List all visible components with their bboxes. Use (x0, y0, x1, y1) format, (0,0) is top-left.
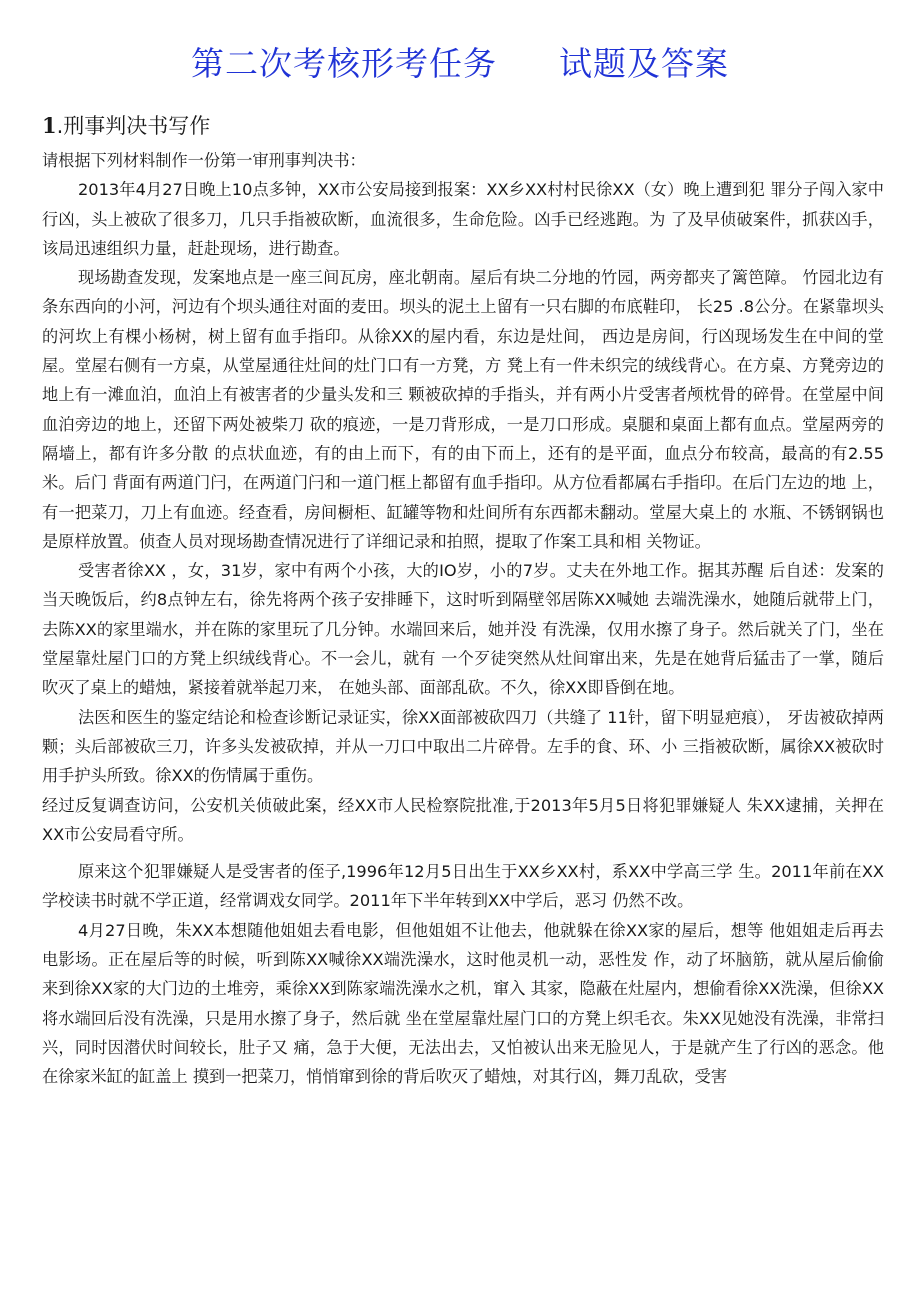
page-title (0, 38, 920, 85)
page-title-right: 试题及答案 (559, 44, 729, 83)
section-heading-text: .刑事判决书写作 (56, 114, 211, 138)
document-body (42, 146, 884, 1092)
paragraph-scene-investigation: 现场勘查发现，发案地点是一座三间瓦房，座北朝南。屋后有块二分地的竹园，两旁都夹了篱笆障。 竹园北边有条东西向的小河，河边有个坝头通往对面的麦田。坝头的泥土上留有一只右脚的布底鞋印， 长25 .8公分。在紧靠坝头的河坎上有棵小杨树，树上留有血手指印。从徐XX的屋内看，东边是灶间， 西边是房间，行凶现场发生在中间的堂屋。堂屋右侧有一方桌，从堂屋通往灶间的灶门口有一方凳，方 凳上有一件未织完的绒线背心。在方桌、方凳旁边的地上有一滩血泊，血泊上有被害者的少量头发和三 颗被砍掉的手指头，并有两小片受害者颅枕骨的碎骨。在堂屋中间血泊旁边的地上，还留下两处被柴刀 砍的痕迹，一是刀背形成，一是刀口形成。桌腿和桌面上都有血点。堂屋两旁的隔墙上，都有许多分散 的点状血迹，有的由上而下，有的由下而上，还有的是平面，血点分布较高，最高的有2.55米。后门 背面有两道门闩，在两道门闩和一道门框上都留有血手指印。从方位看都属右手指印。在后门左边的地 上，有一把菜刀，刀上有血迹。经查看，房间橱柜、缸罐等物和灶间所有东西都未翻动。堂屋大桌上的 水瓶、不锈钢锅也是原样放置。侦查人员对现场勘查情况进行了详细记录和拍照，提取了作案工具和相 关物证。 (42, 268, 884, 551)
section-heading (42, 110, 210, 140)
paragraph-report: 2013年4月27日晚上10点多钟，XX市公安局接到报案：XX乡XX村村民徐XX（女）晚上遭到犯 罪分子闯入家中行凶，头上被砍了很多刀，几只手指被砍断，血流很多，生命危险。凶手已经逃跑。为 了及早侦破案件，抓获凶手，该局迅速组织力量，赶赴现场，进行勘查。 (42, 180, 884, 258)
paragraph-instruction: 请根据下列材料制作一份第一审刑事判决书： (42, 151, 366, 170)
page-title-left: 第二次考核形考任务 (191, 44, 497, 83)
paragraph-crime-narrative: 4月27日晚，朱XX本想随他姐姐去看电影，但他姐姐不让他去，他就躲在徐XX家的屋后，想等 他姐姐走后再去电影场。正在屋后等的时候，听到陈XX喊徐XX端洗澡水，这时他灵机一动，恶性发 作，动了坏脑筋，就从屋后偷偷来到徐XX家的大门边的土堆旁，乘徐XX到陈家端洗澡水之机，窜入 其家，隐蔽在灶屋内，想偷看徐XX洗澡，但徐XX将水端回后没有洗澡，只是用水擦了身子，然后就 坐在堂屋靠灶屋门口的方凳上织毛衣。朱XX见她没有洗澡，非常扫兴，同时因潜伏时间较长，肚子又 痛，急于大便，无法出去，又怕被认出来无脸见人，于是就产生了行凶的恶念。他在徐家米缸的缸盖上 摸到一把菜刀，悄悄窜到徐的背后吹灭了蜡烛，对其行凶，舞刀乱砍，受害 (42, 920, 884, 1087)
paragraph-arrest: 经过反复调查访问，公安机关侦破此案，经XX市人民检察院批准,于2013年5月5日将犯罪嫌疑人 朱XX逮捕，关押在XX市公安局看守所。 (42, 795, 884, 844)
section-number: 1 (42, 113, 57, 138)
paragraph-suspect-background: 原来这个犯罪嫌疑人是受害者的侄子,1996年12月5日出生于XX乡XX村，系XX中学高三学 生。2011年前在XX学校读书时就不学正道，经常调戏女同学。2011年下半年转到XX中学后，恶习 仍然不改。 (42, 862, 884, 911)
paragraph-victim-statement: 受害者徐XX ，女，31岁，家中有两个小孩，大的IO岁，小的7岁。丈夫在外地工作。据其苏醒 后自述：发案的当天晚饭后，约8点钟左右，徐先将两个孩子安排睡下，这时听到隔壁邻居陈XX喊她 去端洗澡水，她随后就带上门，去陈XX的家里端水，并在陈的家里玩了几分钟。水端回来后，她并没 有洗澡，仅用水擦了身子。然后就关了门，坐在堂屋靠灶屋门口的方凳上织绒线背心。不一会儿，就有 一个歹徒突然从灶间窜出来，先是在她背后猛击了一掌，随后吹灭了桌上的蜡烛，紧接着就举起刀来， 在她头部、面部乱砍。不久，徐XX即昏倒在地。 (42, 561, 884, 698)
paragraph-forensic-findings: 法医和医生的鉴定结论和检查诊断记录证实，徐XX面部被砍四刀（共缝了 11针，留下明显疤痕）， 牙齿被砍掉两颗；头后部被砍三刀，许多头发被砍掉，并从一刀口中取出二片碎骨。左手的食、环、小 三指被砍断，属徐XX被砍时用手护头所致。徐XX的伤情属于重伤。 (42, 707, 884, 786)
